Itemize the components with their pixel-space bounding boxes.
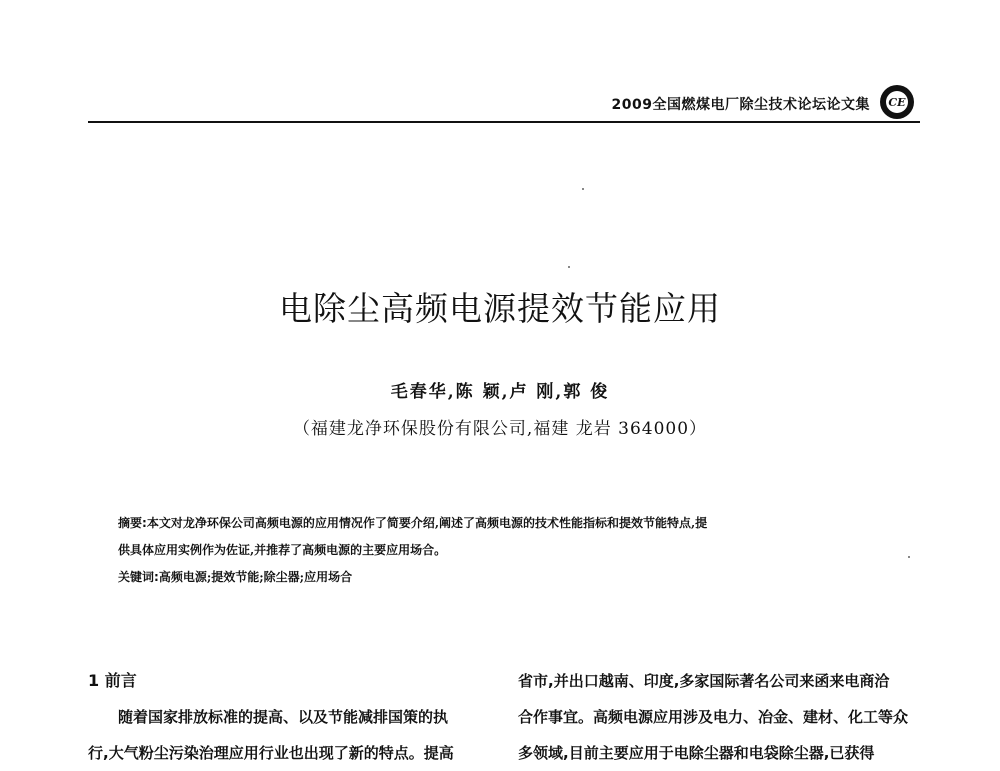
abstract-text-1: 本文对龙净环保公司高频电源的应用情况作了简要介绍,阐述了高频电源的技术性能指标和提效节能特点,提: [146, 516, 708, 530]
body-line: 随着国家排放标准的提高、以及节能减排国策的执: [118, 708, 449, 726]
abstract-label: 摘要:: [118, 516, 147, 530]
keywords-text: 高频电源;提效节能;除尘器;应用场合: [158, 570, 353, 584]
abstract-line-1: [118, 510, 898, 537]
paper-title: 电除尘高频电源提效节能应用: [279, 289, 721, 328]
body-line: 省市,并出口越南、印度,多家国际著名公司来函来电商洽: [518, 672, 890, 690]
conference-logo: [878, 83, 916, 121]
keywords-label: 关键词:: [118, 570, 159, 584]
keywords-line: [118, 564, 898, 591]
body-line: 行,大气粉尘污染治理应用行业也出现了新的特点。提高: [88, 744, 454, 762]
body-column-right: [518, 663, 923, 771]
author-list: 毛春华,陈 颖,卢 刚,郭 俊: [390, 382, 610, 402]
header-rule: [88, 121, 920, 123]
section-heading: 1 前言: [88, 671, 137, 690]
proceedings-header: 2009全国燃煤电厂除尘技术论坛论文集: [611, 97, 870, 113]
affiliation: （福建龙净环保股份有限公司,福建 龙岩 364000）: [292, 419, 708, 439]
logo-text: CE: [888, 96, 906, 109]
abstract-line-2: 供具体应用实例作为佐证,并推荐了高频电源的主要应用场合。: [118, 543, 447, 557]
abstract-block: [118, 510, 898, 591]
body-column-left: [88, 663, 488, 771]
body-line: 多领域,目前主要应用于电除尘器和电袋除尘器,已获得: [518, 744, 875, 762]
body-line: 合作事宜。高频电源应用涉及电力、冶金、建材、化工等众: [518, 708, 909, 726]
